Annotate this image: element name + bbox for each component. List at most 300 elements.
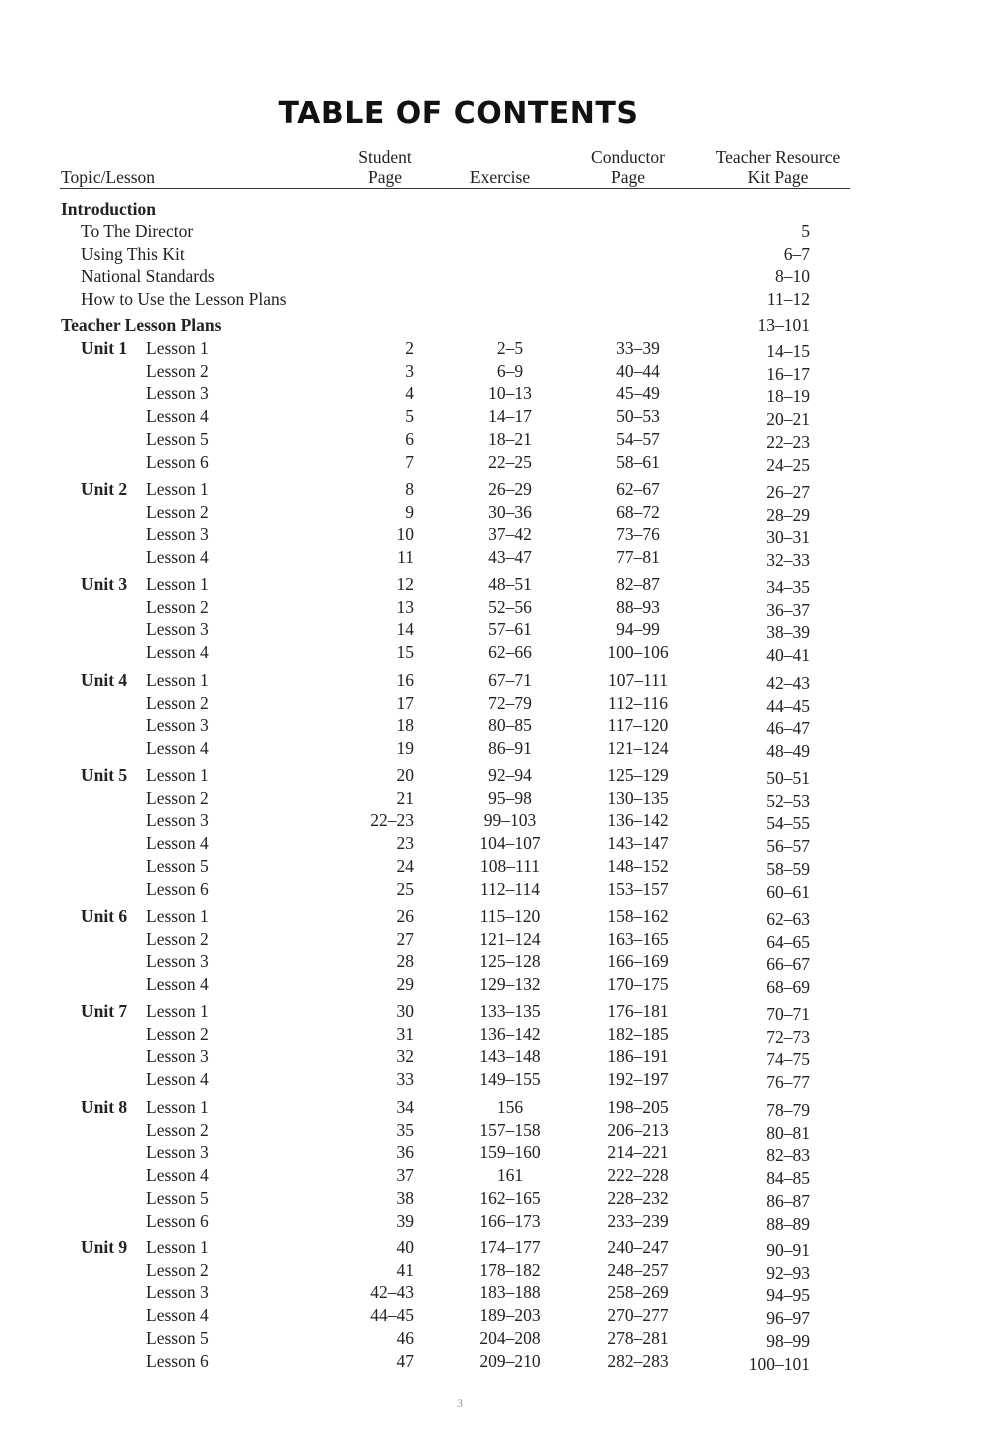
unit-label: Unit 4: [81, 670, 128, 690]
exercise-range: 157–158: [479, 1119, 541, 1140]
student-page: 29: [396, 974, 414, 995]
lesson-label: Lesson 5: [146, 1187, 209, 1208]
student-page: 24: [396, 855, 414, 876]
lesson-label: Lesson 3: [146, 1282, 209, 1303]
lesson-label: Lesson 1: [146, 765, 209, 785]
lesson-row: [0, 1096, 981, 1118]
exercise-range: 6–9: [496, 360, 524, 381]
conductor-page: 54–57: [616, 428, 660, 449]
teacher-page: 42–43: [766, 673, 810, 693]
header-teacher-line1: Teacher Resource: [715, 147, 841, 167]
teacher-page: 48–49: [766, 741, 810, 762]
conductor-page: 58–61: [616, 451, 660, 472]
conductor-page: 33–39: [616, 338, 660, 358]
unit-label: Unit 9: [81, 1237, 128, 1257]
exercise-range: 204–208: [479, 1327, 541, 1348]
teacher-page: 50–51: [766, 768, 810, 788]
teacher-page: 5: [801, 221, 810, 241]
lesson-label: Lesson 3: [146, 810, 209, 831]
exercise-range: 156: [496, 1097, 524, 1117]
student-page: 26: [396, 906, 414, 926]
conductor-page: 40–44: [616, 360, 660, 381]
student-page: 8: [405, 479, 414, 499]
teacher-page: 56–57: [766, 836, 810, 857]
exercise-range: 18–21: [488, 428, 532, 449]
exercise-range: 14–17: [488, 406, 532, 427]
lesson-label: Lesson 1: [146, 338, 209, 358]
teacher-page: 98–99: [766, 1330, 810, 1351]
student-page: 44–45: [370, 1305, 414, 1326]
exercise-range: 166–173: [479, 1210, 541, 1231]
lesson-label: Lesson 5: [146, 1327, 209, 1348]
unit-label: Unit 6: [81, 906, 128, 926]
lesson-row: [0, 764, 981, 786]
teacher-page: 6–7: [783, 244, 810, 264]
intro-label: National Standards: [81, 266, 215, 286]
lesson-label: Lesson 4: [146, 406, 209, 427]
conductor-page: 192–197: [607, 1069, 669, 1090]
lesson-row: [0, 950, 981, 975]
lesson-row: [0, 641, 981, 666]
lesson-row: [0, 428, 981, 450]
teacher-page: 78–79: [766, 1100, 810, 1120]
teacher-page: 88–89: [766, 1213, 810, 1234]
exercise-range: 125–128: [479, 951, 541, 972]
lesson-row: [0, 1023, 981, 1045]
lesson-label: Lesson 4: [146, 738, 209, 759]
conductor-page: 88–93: [616, 596, 660, 617]
student-page: 16: [396, 670, 414, 690]
exercise-range: 37–42: [488, 524, 532, 545]
teacher-page: 38–39: [766, 622, 810, 643]
exercise-range: 86–91: [488, 738, 532, 759]
intro-label: To The Director: [81, 221, 194, 241]
header-teacher-resource: [698, 147, 858, 187]
lesson-label: Lesson 3: [146, 951, 209, 972]
student-page: 3: [405, 360, 414, 381]
lesson-label: Lesson 3: [146, 383, 209, 404]
student-page: 23: [396, 833, 414, 854]
exercise-range: 112–114: [480, 878, 540, 899]
section-row-introduction: [0, 198, 981, 220]
student-page: 15: [396, 642, 414, 663]
conductor-page: 153–157: [607, 878, 669, 899]
lesson-label: Lesson 2: [146, 692, 209, 713]
intro-row: [0, 243, 981, 265]
student-page: 34: [396, 1097, 414, 1117]
conductor-page: 240–247: [607, 1237, 669, 1257]
lesson-row: [0, 905, 981, 927]
student-page: 13: [396, 596, 414, 617]
teacher-page: 46–47: [766, 718, 810, 739]
exercise-range: 189–203: [479, 1305, 541, 1326]
conductor-page: 182–185: [607, 1023, 669, 1044]
conductor-page: 158–162: [607, 906, 669, 926]
exercise-range: 67–71: [488, 670, 532, 690]
exercise-range: 43–47: [488, 547, 532, 568]
exercise-range: 30–36: [488, 501, 532, 522]
exercise-range: 143–148: [479, 1046, 541, 1067]
header-teacher-line2: Kit Page: [747, 167, 809, 187]
conductor-page: 121–124: [607, 738, 669, 759]
conductor-page: 136–142: [607, 810, 669, 831]
conductor-page: 222–228: [607, 1165, 669, 1186]
student-page: 30: [396, 1001, 414, 1021]
lesson-label: Lesson 4: [146, 1305, 209, 1326]
header-topic-label: Topic/Lesson: [61, 167, 156, 187]
teacher-page: 66–67: [766, 954, 810, 975]
lesson-row: [0, 878, 981, 900]
unit-label: Unit 8: [81, 1097, 128, 1117]
exercise-range: 133–135: [479, 1001, 541, 1021]
lesson-label: Lesson 6: [146, 1350, 209, 1371]
lesson-row: [0, 478, 981, 500]
lesson-row: [0, 337, 981, 359]
lesson-label: Lesson 1: [146, 906, 209, 926]
student-page: 21: [396, 787, 414, 808]
lesson-row: [0, 573, 981, 595]
conductor-page: 117–120: [607, 715, 669, 736]
student-page: 35: [396, 1119, 414, 1140]
student-page: 20: [396, 765, 414, 785]
exercise-range: 95–98: [488, 787, 532, 808]
lesson-row: [0, 737, 981, 762]
teacher-page: 70–71: [766, 1004, 810, 1024]
conductor-page: 214–221: [607, 1142, 669, 1163]
header-exercise: [450, 167, 550, 187]
student-page: 32: [396, 1046, 414, 1067]
lesson-label: Lesson 1: [146, 670, 209, 690]
student-page: 42–43: [370, 1282, 414, 1303]
lesson-row: [0, 1000, 981, 1022]
conductor-page: 143–147: [607, 833, 669, 854]
lesson-row: [0, 1164, 981, 1189]
exercise-range: 129–132: [479, 974, 541, 995]
teacher-page: 60–61: [766, 881, 810, 902]
exercise-range: 209–210: [479, 1350, 541, 1371]
teacher-page: 90–91: [766, 1240, 810, 1260]
exercise-range: 22–25: [488, 451, 532, 472]
page-title: TABLE OF CONTENTS: [278, 96, 639, 131]
exercise-range: 136–142: [479, 1023, 541, 1044]
conductor-page: 206–213: [607, 1119, 669, 1140]
lesson-label: Lesson 2: [146, 1023, 209, 1044]
exercise-range: 2–5: [496, 338, 524, 358]
section-row-teacher-plans: [0, 314, 981, 336]
conductor-page: 228–232: [607, 1187, 669, 1208]
lesson-row: [0, 501, 981, 523]
exercise-range: 161: [496, 1165, 524, 1186]
student-page: 17: [396, 692, 414, 713]
lesson-row: [0, 928, 981, 950]
unit-label: Unit 7: [81, 1001, 128, 1021]
teacher-page: 96–97: [766, 1308, 810, 1329]
conductor-page: 45–49: [616, 383, 660, 404]
student-page: 19: [396, 738, 414, 759]
student-page: 4: [405, 383, 414, 404]
teacher-page: 64–65: [766, 931, 810, 952]
lesson-row: [0, 714, 981, 739]
lesson-row: [0, 832, 981, 857]
lesson-label: Lesson 2: [146, 360, 209, 381]
teacher-page: 20–21: [766, 409, 810, 430]
conductor-page: 186–191: [607, 1046, 669, 1067]
conductor-page: 282–283: [607, 1350, 669, 1371]
lesson-label: Lesson 4: [146, 833, 209, 854]
conductor-page: 258–269: [607, 1282, 669, 1303]
lesson-row: [0, 855, 981, 877]
conductor-page: 112–116: [608, 692, 668, 713]
student-page: 25: [396, 878, 414, 899]
lesson-row: [0, 1210, 981, 1232]
lesson-row: [0, 692, 981, 714]
exercise-range: 178–182: [479, 1259, 541, 1280]
intro-row: [0, 288, 981, 310]
lesson-row: [0, 596, 981, 618]
teacher-page: 34–35: [766, 577, 810, 597]
lesson-label: Lesson 2: [146, 1259, 209, 1280]
teacher-page: 40–41: [766, 645, 810, 666]
intro-label: Using This Kit: [81, 244, 185, 264]
lesson-row: [0, 669, 981, 691]
teacher-page: 13–101: [757, 315, 810, 335]
teacher-page: 58–59: [766, 858, 810, 879]
lesson-row: [0, 451, 981, 473]
conductor-page: 148–152: [607, 855, 669, 876]
conductor-page: 50–53: [616, 406, 660, 427]
conductor-page: 130–135: [607, 787, 669, 808]
unit-label: Unit 1: [81, 338, 128, 358]
exercise-range: 62–66: [488, 642, 532, 663]
exercise-range: 115–120: [479, 906, 541, 926]
conductor-page: 163–165: [607, 928, 669, 949]
exercise-range: 159–160: [479, 1142, 541, 1163]
conductor-page: 198–205: [607, 1097, 669, 1117]
teacher-page: 92–93: [766, 1262, 810, 1283]
intro-row: [0, 220, 981, 242]
exercise-range: 26–29: [488, 479, 532, 499]
teacher-page: 76–77: [766, 1072, 810, 1093]
exercise-range: 174–177: [479, 1237, 541, 1257]
student-page: 11: [397, 547, 414, 568]
header-student-page: [335, 147, 435, 187]
lesson-label: Lesson 1: [146, 1001, 209, 1021]
lesson-label: Lesson 3: [146, 1142, 209, 1163]
lesson-row: [0, 1045, 981, 1070]
teacher-page: 36–37: [766, 599, 810, 620]
lesson-label: Lesson 1: [146, 1237, 209, 1257]
lesson-row: [0, 787, 981, 809]
unit-label: Unit 3: [81, 574, 128, 594]
unit-label: Unit 2: [81, 479, 128, 499]
exercise-range: 162–165: [479, 1187, 541, 1208]
header-conductor-page: [573, 147, 683, 187]
teacher-page: 68–69: [766, 977, 810, 998]
student-page: 9: [405, 501, 414, 522]
lesson-row: [0, 1141, 981, 1166]
lesson-row: [0, 382, 981, 407]
header-student-line2: Page: [367, 167, 403, 187]
teacher-page: 80–81: [766, 1122, 810, 1143]
lesson-row: [0, 1236, 981, 1258]
teacher-page: 8–10: [775, 266, 810, 286]
lesson-label: Lesson 4: [146, 1069, 209, 1090]
conductor-page: 77–81: [616, 547, 660, 568]
lesson-row: [0, 523, 981, 548]
teacher-page: 26–27: [766, 482, 810, 502]
conductor-page: 233–239: [607, 1210, 669, 1231]
conductor-page: 100–106: [607, 642, 669, 663]
teacher-page: 84–85: [766, 1168, 810, 1189]
exercise-range: 10–13: [488, 383, 532, 404]
student-page: 7: [405, 451, 414, 472]
conductor-page: 170–175: [607, 974, 669, 995]
teacher-page: 24–25: [766, 454, 810, 475]
lesson-label: Lesson 5: [146, 855, 209, 876]
conductor-page: 166–169: [607, 951, 669, 972]
student-page: 2: [405, 338, 414, 358]
exercise-range: 108–111: [480, 855, 540, 876]
conductor-page: 278–281: [607, 1327, 669, 1348]
intro-label: How to Use the Lesson Plans: [81, 289, 287, 309]
student-page: 31: [396, 1023, 414, 1044]
student-page: 39: [396, 1210, 414, 1231]
teacher-page: 11–12: [766, 289, 810, 309]
lesson-label: Lesson 1: [146, 479, 209, 499]
lesson-label: Lesson 3: [146, 524, 209, 545]
lesson-label: Lesson 4: [146, 974, 209, 995]
lesson-label: Lesson 1: [146, 1097, 209, 1117]
lesson-row: [0, 618, 981, 643]
teacher-page: 74–75: [766, 1049, 810, 1070]
student-page: 38: [396, 1187, 414, 1208]
lesson-label: Lesson 2: [146, 596, 209, 617]
lesson-label: Lesson 5: [146, 428, 209, 449]
lesson-label: Lesson 1: [146, 574, 209, 594]
lesson-row: [0, 1304, 981, 1329]
student-page: 40: [396, 1237, 414, 1257]
lesson-label: Lesson 3: [146, 619, 209, 640]
teacher-page: 14–15: [766, 341, 810, 361]
exercise-range: 183–188: [479, 1282, 541, 1303]
student-page: 41: [396, 1259, 414, 1280]
teacher-page: 86–87: [766, 1190, 810, 1211]
student-page: 18: [396, 715, 414, 736]
conductor-page: 73–76: [616, 524, 660, 545]
lesson-label: Lesson 3: [146, 1046, 209, 1067]
student-page: 33: [396, 1069, 414, 1090]
lesson-row: [0, 1259, 981, 1281]
lesson-label: Lesson 4: [146, 547, 209, 568]
student-page: 46: [396, 1327, 414, 1348]
student-page: 28: [396, 951, 414, 972]
teacher-page: 54–55: [766, 813, 810, 834]
student-page: 36: [396, 1142, 414, 1163]
student-page: 12: [396, 574, 414, 594]
section-heading: Introduction: [61, 199, 156, 219]
lesson-row: [0, 1068, 981, 1093]
lesson-label: Lesson 2: [146, 1119, 209, 1140]
lesson-label: Lesson 2: [146, 928, 209, 949]
teacher-page: 94–95: [766, 1285, 810, 1306]
student-page: 6: [405, 428, 414, 449]
header-rule: [60, 188, 850, 189]
section-heading: Teacher Lesson Plans: [61, 315, 222, 335]
exercise-range: 72–79: [488, 692, 532, 713]
lesson-label: Lesson 3: [146, 715, 209, 736]
lesson-label: Lesson 6: [146, 1210, 209, 1231]
conductor-page: 82–87: [616, 574, 660, 594]
header-topic: [61, 167, 155, 187]
header-exercise-label: Exercise: [469, 167, 531, 187]
lesson-row: [0, 1119, 981, 1141]
teacher-page: 82–83: [766, 1145, 810, 1166]
conductor-page: 62–67: [616, 479, 660, 499]
teacher-page: 28–29: [766, 504, 810, 525]
exercise-range: 57–61: [488, 619, 532, 640]
teacher-page: 32–33: [766, 550, 810, 571]
exercise-range: 121–124: [479, 928, 541, 949]
teacher-page: 18–19: [766, 386, 810, 407]
lesson-label: Lesson 6: [146, 878, 209, 899]
teacher-page: 44–45: [766, 695, 810, 716]
exercise-range: 104–107: [479, 833, 541, 854]
conductor-page: 125–129: [607, 765, 669, 785]
lesson-label: Lesson 6: [146, 451, 209, 472]
conductor-page: 270–277: [607, 1305, 669, 1326]
conductor-page: 94–99: [616, 619, 660, 640]
lesson-row: [0, 546, 981, 571]
lesson-label: Lesson 2: [146, 501, 209, 522]
student-page: 22–23: [370, 810, 414, 831]
lesson-row: [0, 1281, 981, 1306]
lesson-row: [0, 405, 981, 430]
lesson-row: [0, 1350, 981, 1372]
exercise-range: 48–51: [488, 574, 532, 594]
teacher-page: 72–73: [766, 1026, 810, 1047]
teacher-page: 30–31: [766, 527, 810, 548]
lesson-row: [0, 1187, 981, 1209]
header-conductor-line2: Page: [610, 167, 646, 187]
lesson-label: Lesson 4: [146, 642, 209, 663]
lesson-row: [0, 360, 981, 382]
unit-label: Unit 5: [81, 765, 128, 785]
conductor-page: 68–72: [616, 501, 660, 522]
student-page: 10: [396, 524, 414, 545]
conductor-page: 107–111: [608, 670, 668, 690]
student-page: 47: [396, 1350, 414, 1371]
teacher-page: 16–17: [766, 363, 810, 384]
lesson-label: Lesson 4: [146, 1165, 209, 1186]
header-conductor-line1: Conductor: [591, 147, 665, 167]
lesson-row: [0, 1327, 981, 1349]
student-page: 37: [396, 1165, 414, 1186]
exercise-range: 92–94: [488, 765, 532, 785]
student-page: 5: [405, 406, 414, 427]
conductor-page: 176–181: [607, 1001, 669, 1021]
exercise-range: 99–103: [483, 810, 537, 831]
student-page: 14: [396, 619, 414, 640]
exercise-range: 80–85: [488, 715, 532, 736]
teacher-page: 62–63: [766, 909, 810, 929]
header-student-line1: Student: [358, 147, 412, 167]
conductor-page: 248–257: [607, 1259, 669, 1280]
lesson-row: [0, 973, 981, 998]
exercise-range: 52–56: [488, 596, 532, 617]
exercise-range: 149–155: [479, 1069, 541, 1090]
teacher-page: 22–23: [766, 431, 810, 452]
lesson-row: [0, 809, 981, 834]
